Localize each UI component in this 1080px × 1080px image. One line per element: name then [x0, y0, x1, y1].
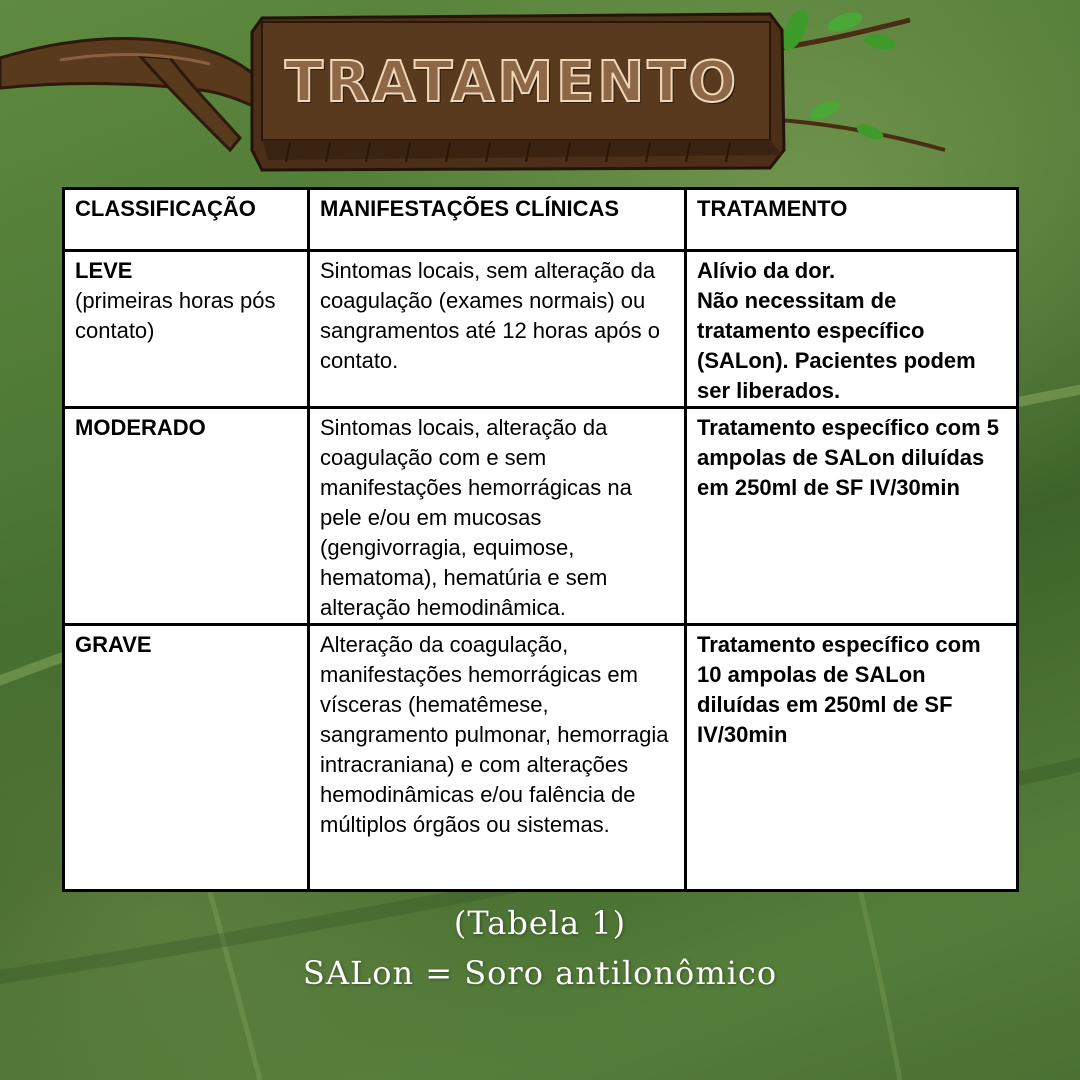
manifestations-cell: Alteração da coagulação, manifestações hemorrágicas em vísceras (hematêmese, sangramento pulmonar, hemorragia intracraniana) e com alterações hemodinâmicas e/ou falência de múltiplos órgãos ou sistemas. — [309, 625, 686, 891]
treatment-cell: Tratamento específico com 5 ampolas de SALon diluídas em 250ml de SF IV/30min — [686, 408, 1018, 625]
table-row-leve — [64, 251, 1018, 408]
manifestations-cell: Sintomas locais, alteração da coagulação com e sem manifestações hemorrágicas na pele e/ou em mucosas (gengivorragia, equimose, hematoma), hematúria e sem alteração hemodinâmica. — [309, 408, 686, 625]
severity-cell — [64, 625, 309, 891]
treatment-line: Não necessitam de tratamento específico (SALon). Pacientes podem ser liberados. — [697, 288, 976, 403]
page-title: TRATAMENTO — [284, 50, 740, 115]
severity-note: (primeiras horas pós contato) — [75, 288, 276, 343]
salon-definition: SALon = Soro antilonômico — [302, 954, 778, 992]
header-tratamento: TRATAMENTO — [686, 189, 1018, 251]
treatment-cell — [686, 251, 1018, 408]
severity-label: GRAVE — [75, 632, 152, 657]
table-caption: (Tabela 1) — [453, 904, 627, 942]
treatment-line: Alívio da dor. — [697, 258, 836, 283]
severity-label: MODERADO — [75, 415, 206, 440]
header-classificacao: CLASSIFICAÇÃO — [64, 189, 309, 251]
header-manifestacoes: MANIFESTAÇÕES CLÍNICAS — [309, 189, 686, 251]
severity-label: LEVE — [75, 258, 133, 283]
table-row-moderado — [64, 408, 1018, 625]
severity-cell — [64, 408, 309, 625]
treatment-table — [62, 187, 1019, 892]
table-row-grave — [64, 625, 1018, 891]
manifestations-cell: Sintomas locais, sem alteração da coagulação (exames normais) ou sangramentos até 12 horas após o contato. — [309, 251, 686, 408]
severity-cell — [64, 251, 309, 408]
treatment-cell: Tratamento específico com 10 ampolas de SALon diluídas em 250ml de SF IV/30min — [686, 625, 1018, 891]
table-header-row — [64, 189, 1018, 251]
